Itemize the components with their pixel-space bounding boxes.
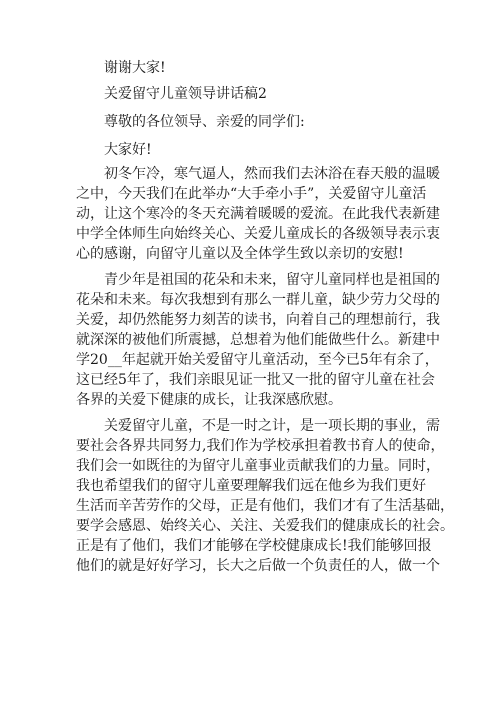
paragraph-line: 关爱，却仍然能努力刻苦的读书，向着自己的理想前行，我 <box>76 312 440 328</box>
paragraph-line: 要社会各界共同努力,我们作为学校承担着教书育人的使命， <box>76 438 445 454</box>
paragraph-line: 初冬乍冷，寒气逼人，然而我们去沐浴在春天般的温暖 <box>104 166 440 182</box>
paragraph-line: 花朵和未来。每次我想到有那么一群儿童，缺少劳力父母的 <box>76 292 440 308</box>
paragraph-3 <box>76 416 454 576</box>
paragraph-line: 正是有了他们，我们才能够在学校健康成长!我们能够回报 <box>76 538 432 554</box>
paragraph-line: 学20__年起就开始关爱留守儿童活动，至今已5年有余了， <box>76 352 439 368</box>
document-body <box>76 58 454 582</box>
paragraph-line: 他们的就是好好学习，长大之后做一个负责任的人，做一个 <box>76 558 440 574</box>
salutation: 尊敬的各位领导、亲爱的同学们: <box>104 114 305 130</box>
paragraph-line: 各界的关爱下健康的成长，让我深感欣慰。 <box>76 392 342 408</box>
greeting: 大家好! <box>104 142 152 158</box>
paragraph-line: 心的感谢，向留守儿童以及全体学生致以亲切的安慰! <box>76 246 404 262</box>
paragraph-line: 就深深的被他们所震撼，总想着为他们能做些什么。新建中 <box>76 332 440 348</box>
paragraph-line: 生活而辛苦劳作的父母，正是有他们，我们才有了生活基础， <box>76 498 454 514</box>
paragraph-line: 动，让这个寒冷的冬天充满着暖暖的爱流。在此我代表新建 <box>76 206 440 222</box>
paragraph-line: 我们会一如既往的为留守儿童事业贡献我们的力量。同时， <box>76 458 440 474</box>
closing-thanks: 谢谢大家! <box>104 60 166 76</box>
paragraph-2 <box>76 270 440 410</box>
paragraph-line: 之中，今天我们在此举办“大手牵小手”，关爱留守儿童活 <box>76 186 427 202</box>
paragraph-line: 关爱留守儿童，不是一时之计，是一项长期的事业，需 <box>104 418 440 434</box>
paragraph-line: 我也希望我们的留守儿童要理解我们远在他乡为我们更好 <box>76 478 426 494</box>
paragraph-line: 要学会感恩、始终关心、关注、关爱我们的健康成长的社会。 <box>76 518 454 534</box>
paragraph-line: 这已经5年了，我们亲眼见证一批又一批的留守儿童在社会 <box>76 372 435 388</box>
paragraph-line: 中学全体师生向始终关心、关爱儿童成长的各级领导表示衷 <box>76 226 440 242</box>
paragraph-line: 青少年是祖国的花朵和未来，留守儿童同样也是祖国的 <box>104 272 440 288</box>
document-title: 关爱留守儿童领导讲话稿2 <box>104 86 267 102</box>
paragraph-1 <box>76 164 440 264</box>
